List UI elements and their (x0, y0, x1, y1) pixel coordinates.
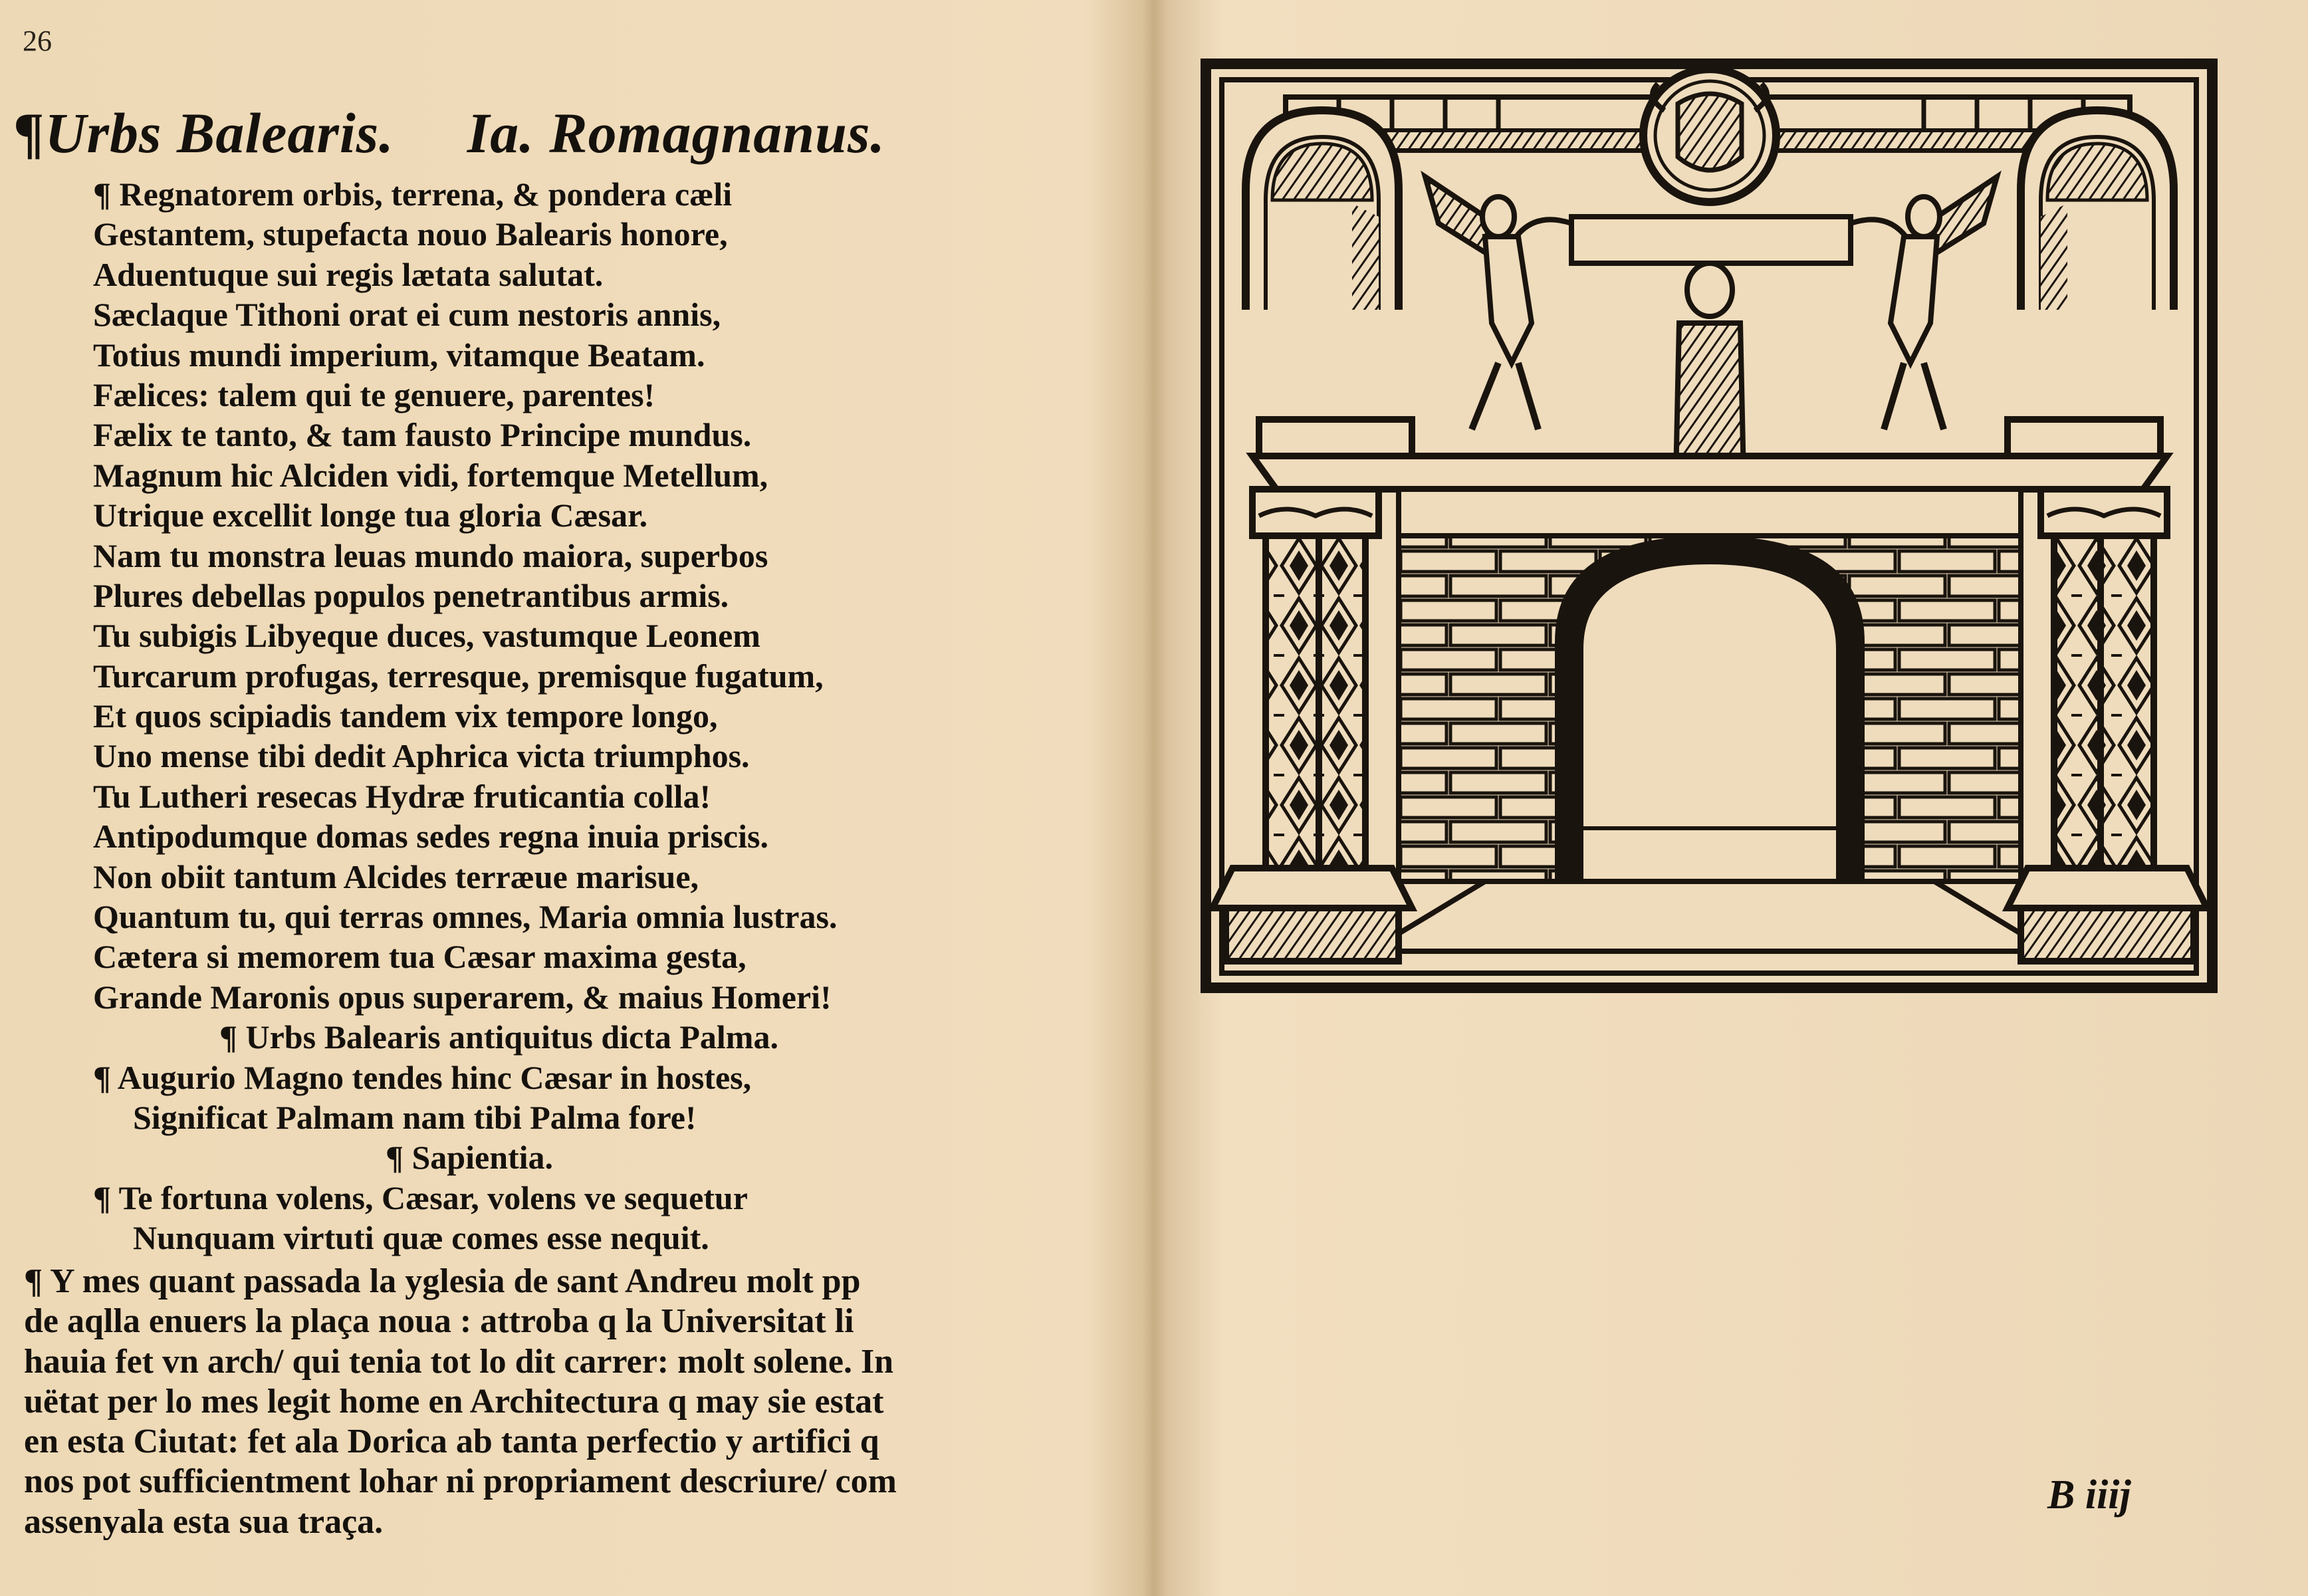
verse-line: Cætera si memorem tua Cæsar maxima gesta, (93, 938, 747, 976)
prose-line: nos pot sufficientment lohar ni propriament descriure/ com (24, 1462, 897, 1501)
prose-line: hauia fet vn arch/ qui tenia tot lo dit carrer: molt solene. In (24, 1342, 894, 1381)
verse-line: Tu Lutheri resecas Hydræ fruticantia colla! (93, 777, 711, 815)
verse-line: Turcarum profugas, terresque, premisque fugatum, (93, 657, 824, 695)
pilcrow-icon: ¶ (13, 101, 45, 165)
verse-line: Totius mundi imperium, vitamque Beatam. (93, 336, 705, 374)
prose-line: de aqlla enuers la plaça noua : attroba q la Universitat li (24, 1302, 854, 1341)
verse-line: Magnum hic Alciden vidi, fortemque Metellum, (93, 456, 768, 494)
right-pedestal (2008, 868, 2207, 961)
verse-line: Quantum tu, qui terras omnes, Maria omnia lustras. (93, 898, 838, 936)
verse-line: Plures debellas populos penetrantibus armis. (93, 576, 729, 614)
verse-line: ¶ Augurio Magno tendes hinc Cæsar in hostes, (93, 1058, 752, 1096)
woodcut-triumphal-arch-illustration (1199, 57, 1964, 788)
left-pedestal (1212, 868, 1412, 961)
verse-line: Gestantem, stupefacta nouo Balearis honore, (93, 215, 728, 253)
right-niche (2021, 110, 2174, 310)
prose-line: assenyala esta sua traça. (24, 1502, 384, 1541)
verse-subheading: ¶ Sapientia. (386, 1139, 554, 1177)
verse-line: Antipodumque domas sedes regna inuia priscis. (93, 818, 768, 855)
verse-line: Fælices: talem qui te genuere, parentes! (93, 376, 655, 413)
heading-left: Urbs Balearis. (45, 101, 394, 165)
verse-line: Aduentuque sui regis lætata salutat. (93, 255, 604, 293)
verse-line: Fælix te tanto, & tam fausto Principe mundus. (93, 416, 752, 454)
verse-line: Significat Palmam nam tibi Palma fore! (133, 1098, 697, 1136)
prose-block (24, 1262, 1061, 1542)
verse-line: Non obiit tantum Alcides terræue marisue, (93, 857, 699, 895)
right-page (1069, 0, 2308, 1596)
verse-line: Nam tu monstra leuas mundo maiora, superbos (93, 536, 768, 574)
banner (1571, 217, 1851, 263)
prose-line: ¶ Y mes quant passada la yglesia de sant Andreu molt pp (24, 1262, 861, 1300)
verse-line: Tu subigis Libyeque duces, vastumque Leonem (93, 617, 760, 655)
page-number: 26 (23, 25, 52, 57)
left-page (0, 0, 1064, 1596)
verse-line: ¶ Te fortuna volens, Cæsar, volens ve sequetur (93, 1179, 748, 1216)
arch-opening (1581, 562, 1838, 881)
verse-line: Et quos scipiadis tandem vix tempore longo, (93, 697, 718, 735)
prose-line: en esta Ciutat: fet ala Dorica ab tanta perfectio y artifici q (24, 1423, 879, 1461)
cornice (1252, 456, 2167, 489)
verse-line: Sæclaque Tithoni orat ei cum nestoris annis, (93, 296, 721, 334)
verse-line: Utrique excellit longe tua gloria Cæsar. (93, 497, 648, 534)
coat-of-arms-shield (1678, 94, 1742, 170)
prose-line: uëtat per lo mes legit home en Architectura q may sie estat (24, 1382, 884, 1421)
signature-mark: B iiij (2047, 1472, 2131, 1518)
woodcut-arch-svg (1199, 57, 2220, 994)
verse-line: ¶ Regnatorem orbis, terrena, & pondera cæli (93, 175, 733, 213)
left-niche (1246, 110, 1399, 310)
verse-subheading: ¶ Urbs Balearis antiquitus dicta Palma. (219, 1018, 778, 1056)
arch-floor (1369, 881, 2050, 951)
verse-block (93, 174, 1050, 1258)
verse-line: Nunquam virtuti quæ comes esse nequit. (133, 1219, 709, 1257)
verse-line: Uno mense tibi dedit Aphrica victa triumphos. (93, 737, 750, 775)
verse-line: Grande Maronis opus superarem, & maius Homeri! (93, 978, 832, 1016)
page-heading (13, 100, 1050, 166)
heading-right: Ia. Romagnanus. (467, 101, 885, 165)
